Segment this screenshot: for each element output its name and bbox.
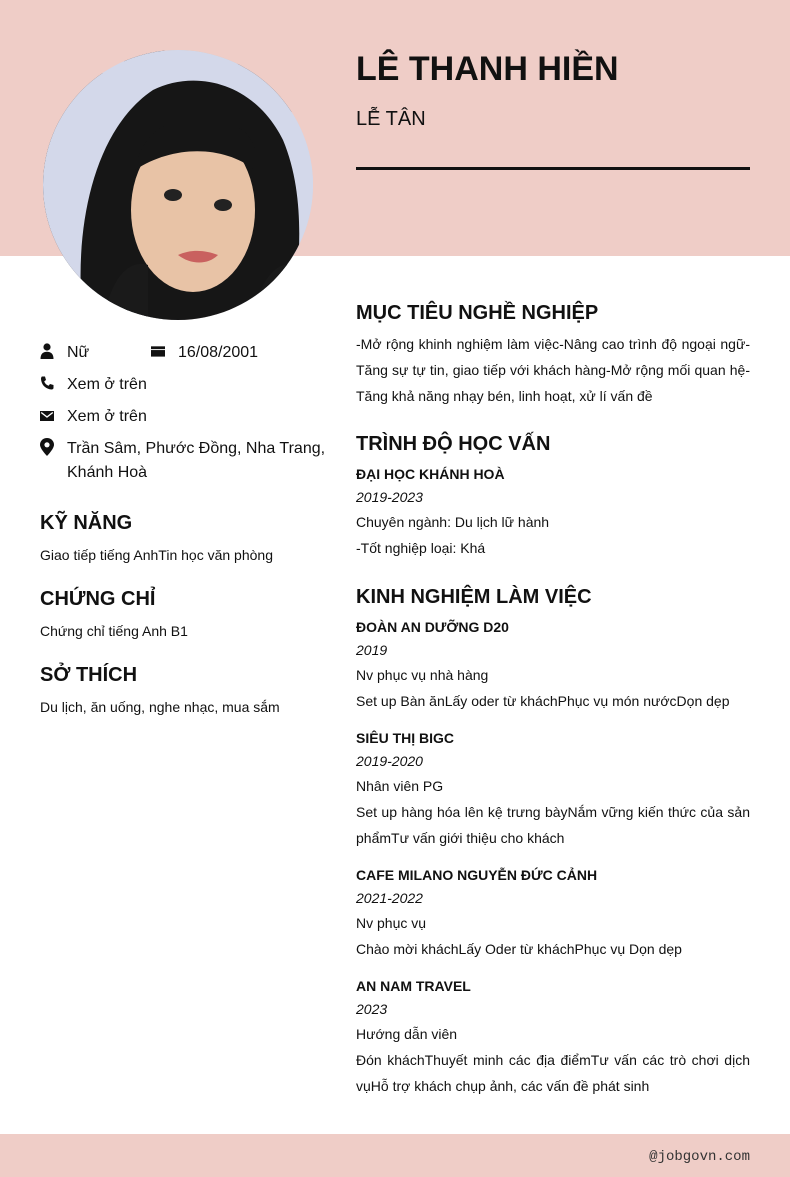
experience-position: Hướng dẫn viên [356,1026,458,1042]
gender-value: Nữ [67,344,90,361]
address-line-2: Khánh Hoà [67,464,148,481]
experience-description: Set up hàng hóa lên kệ trưng bàyNắm vững kiến thức của sản phẩmTư vấn giới thiệu cho khách [356,804,750,846]
candidate-name: LÊ THANH HIỀN [356,50,619,88]
experience-period: 2021-2022 [356,890,423,906]
experience-heading: KINH NGHIỆM LÀM VIỆC [356,586,592,608]
address-row [40,437,325,485]
experience-position: Nv phục vụ nhà hàng [356,667,489,683]
education-item [356,463,750,561]
footer-watermark: @jobgovn.com [649,1149,750,1165]
certificates-text: Chứng chỉ tiếng Anh B1 [40,623,188,639]
education-heading: TRÌNH ĐỘ HỌC VẤN [356,433,551,455]
objective-text: -Mở rộng khinh nghiệm làm việc-Nâng cao trình độ ngoại ngữ-Tăng sự tự tin, giao tiếp với khách hàng-Mở rộng mối quan hệ-Tăng khả năng nhạy bén, linh hoạt, xử lí vấn đề [356,336,750,404]
education-period: 2019-2023 [356,489,423,505]
phone-value: Xem ở trên [67,376,147,393]
address-line-1: Trần Sâm, Phước Đồng, Nha Trang, [67,440,326,457]
job-title: LỄ TÂN [356,108,426,130]
objective-section [356,302,750,409]
email-value: Xem ở trên [67,408,147,425]
experience-item [356,864,750,962]
experience-period: 2023 [356,1001,388,1017]
email-row [40,405,147,429]
phone-row [40,373,147,397]
company-name: AN NAM TRAVEL [356,978,471,994]
company-name: ĐOÀN AN DƯỠNG D20 [356,619,509,635]
gender-row [40,341,89,365]
experience-item [356,616,750,714]
experience-description: Set up Bàn ănLấy oder từ kháchPhục vụ món nướcDọn dẹp [356,693,730,709]
education-major: Chuyên ngành: Du lịch lữ hành [356,514,550,530]
hobbies-heading: SỞ THÍCH [40,664,138,686]
skills-text: Giao tiếp tiếng AnhTin học văn phòng [40,547,273,563]
company-name: SIÊU THỊ BIGC [356,730,455,746]
phone-icon [40,375,54,391]
certificates-heading: CHỨNG CHỈ [40,588,156,610]
birthday-value: 16/08/2001 [178,344,259,361]
experience-description: Đón kháchThuyết minh các địa điểmTư vấn các trò chơi dịch vụHỗ trợ khách chụp ảnh, các vấn đề phát sinh [356,1052,750,1094]
skills-heading: KỸ NĂNG [40,512,133,534]
experience-period: 2019 [356,642,388,658]
birthday-row [150,341,258,365]
address-value [67,437,325,485]
experience-position: Nhân viên PG [356,778,444,794]
location-pin-icon [40,439,54,455]
experience-item [356,727,750,851]
person-icon [40,343,54,359]
hobbies-text: Du lịch, ăn uống, nghe nhạc, mua sắm [40,699,280,715]
education-grade: -Tốt nghiệp loại: Khá [356,540,486,556]
avatar [43,50,313,320]
experience-section [356,586,750,1099]
objective-heading: MỤC TIÊU NGHỀ NGHIỆP [356,302,599,324]
experience-position: Nv phục vụ [356,915,427,931]
profile-photo-icon [43,50,313,320]
experience-description: Chào mời kháchLấy Oder từ kháchPhục vụ Dọn dẹp [356,941,682,957]
calendar-icon [150,343,165,359]
experience-period: 2019-2020 [356,753,423,769]
school-name: ĐẠI HỌC KHÁNH HOÀ [356,466,505,482]
experience-item [356,975,750,1099]
mail-icon [40,407,54,423]
education-section [356,433,750,561]
title-divider [356,167,750,170]
company-name: CAFE MILANO NGUYỄN ĐỨC CẢNH [356,867,598,883]
